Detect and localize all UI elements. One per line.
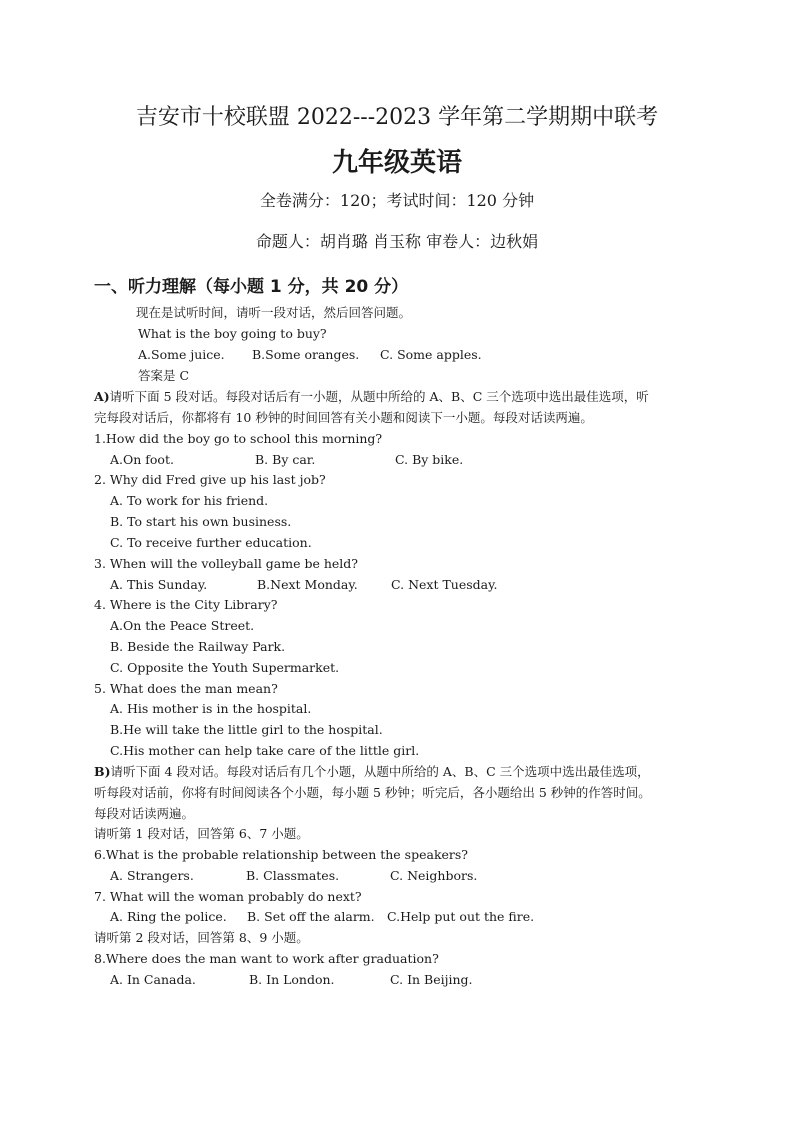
q7-option-c: C.Help put out the fire. [387,909,535,924]
question-5: 5. What does the man mean? [94,681,278,696]
practice-question: What is the boy going to buy? [138,326,327,341]
part-b-instruction-1 [94,764,650,780]
q4-option-b: B. Beside the Railway Park. [110,639,286,654]
question-2: 2. Why did Fred give up his last job? [94,472,326,487]
dialog-1-instruction: 请听第 1 段对话，回答第 6、7 小题。 [94,826,309,841]
part-b-label: B) [94,764,111,779]
q3-option-c: C. Next Tuesday. [391,577,498,592]
part-b-instruction-3: 每段对话读两遍。 [94,806,195,821]
part-a-label: A) [94,389,110,404]
q1-option-b: B. By car. [255,452,316,467]
score-time-line: 全卷满分：120；考试时间：120 分钟 [259,191,535,210]
q3-option-a: A. This Sunday. [110,577,208,592]
practice-option-a: A.Some juice. [138,347,225,362]
question-8: 8.Where does the man want to work after graduation? [94,951,439,966]
q4-option-a: A.On the Peace Street. [110,618,255,633]
q8-option-c: C. In Beijing. [390,972,473,987]
part-a-text-1: 请听下面 5 段对话。每段对话后有一小题，从题中所给的 A、B、C 三个选项中选出最佳选项，听 [109,389,649,404]
q7-option-b: B. Set off the alarm. [247,909,375,924]
q7-option-a: A. Ring the police. [110,909,227,924]
section-heading-listening: 一、听力理解（每小题 1 分，共 20 分） [94,277,409,297]
q5-option-c: C.His mother can help take care of the little girl. [110,743,420,758]
question-3: 3. When will the volleyball game be held? [94,556,358,571]
authors-line: 命题人：胡肖璐 肖玉称 审卷人：边秋娟 [255,232,539,251]
q8-option-a: A. In Canada. [110,972,196,987]
q5-option-a: A. His mother is in the hospital. [110,701,312,716]
dialog-2-instruction: 请听第 2 段对话，回答第 8、9 小题。 [94,930,309,945]
part-b-text-1: 请听下面 4 段对话。每段对话后有几个小题，从题中所给的 A、B、C 三个选项中选出最佳选项， [110,764,650,779]
question-4: 4. Where is the City Library? [94,597,278,612]
q3-option-b: B.Next Monday. [257,577,358,592]
question-7: 7. What will the woman probably do next? [94,889,362,904]
q6-option-c: C. Neighbors. [390,868,478,883]
q2-option-b: B. To start his own business. [110,514,292,529]
part-b-instruction-2: 听每段对话前，你将有时间阅读各个小题，每小题 5 秒钟；听完后，各小题给出 5 秒钟的作答时间。 [94,785,651,800]
practice-answer: 答案是 C [138,368,190,383]
exam-title: 吉安市十校联盟 2022---2023 学年第二学期期中联考 [135,105,659,130]
q6-option-b: B. Classmates. [246,868,340,883]
part-a-instruction-1 [94,389,649,405]
q5-option-b: B.He will take the little girl to the hospital. [110,722,383,737]
part-a-instruction-2: 完每段对话后，你都将有 10 秒钟的时间回答有关小题和阅读下一小题。每段对话读两遍。 [94,410,593,425]
practice-option-b: B.Some oranges. [252,347,360,362]
q4-option-c: C. Opposite the Youth Supermarket. [110,660,340,675]
subject-title: 九年级英语 [331,148,462,178]
q1-option-a: A.On foot. [110,452,174,467]
q6-option-a: A. Strangers. [110,868,194,883]
practice-intro: 现在是试听时间，请听一段对话，然后回答问题。 [136,305,412,320]
practice-option-c: C. Some apples. [380,347,482,362]
question-6: 6.What is the probable relationship between the speakers? [94,847,469,862]
q2-option-c: C. To receive further education. [110,535,312,550]
question-1: 1.How did the boy go to school this morning? [94,431,383,446]
q1-option-c: C. By bike. [395,452,464,467]
q8-option-b: B. In London. [249,972,335,987]
q2-option-a: A. To work for his friend. [110,493,269,508]
